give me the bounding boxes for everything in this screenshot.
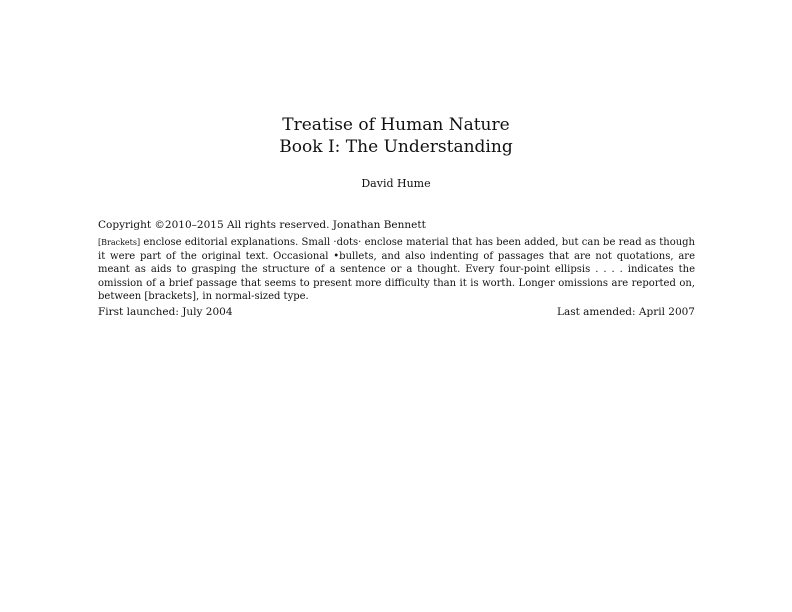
author-name: David Hume	[361, 177, 431, 190]
first-launched-date: First launched: July 2004	[98, 305, 233, 318]
brackets-term: [Brackets]	[98, 238, 141, 247]
copyright-notice: Copyright ©2010–2015 All rights reserved. Jonathan Bennett	[98, 219, 426, 231]
title-block	[0, 114, 792, 158]
document-title: Treatise of Human Nature	[282, 115, 510, 135]
last-amended-date: Last amended: April 2007	[556, 305, 695, 318]
editorial-notes-text: enclose editorial explanations. Small ·dots· enclose material that has been added, but can be read as though it were part of the original text. Occasional •bullets, and also indenting of passages that are not quotations, are meant as aids to grasping the structure of a sentence or a thought. Every four-point ellipsis . . . . indicates the omission of a brief passage that seems to present more difficulty than it is worth. Longer omissions are reported on, between [brackets], in normal-sized type.	[98, 237, 695, 302]
editorial-notes	[98, 236, 695, 304]
front-matter	[98, 219, 695, 319]
document-subtitle: Book I: The Understanding	[279, 137, 513, 157]
date-row	[98, 306, 695, 319]
